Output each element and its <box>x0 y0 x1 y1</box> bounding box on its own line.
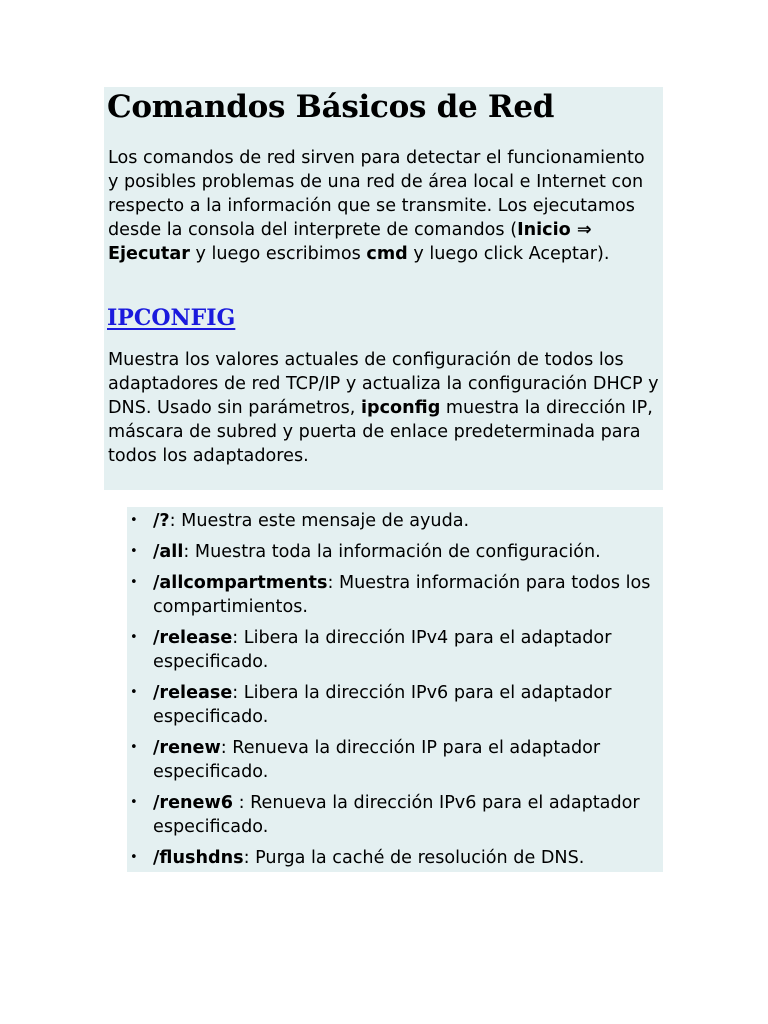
bullet-icon: • <box>130 513 138 528</box>
list-item <box>130 571 660 619</box>
list-item <box>130 736 660 784</box>
option-command: /release <box>153 683 233 703</box>
ipconfig-heading-link[interactable]: IPCONFIG <box>107 305 236 331</box>
option-command: /all <box>153 542 184 562</box>
option-command: /allcompartments <box>153 573 328 593</box>
option-command: /release <box>153 628 233 648</box>
option-description: : Muestra información para todos los compartimientos. <box>153 573 651 617</box>
description-bold-ipconfig: ipconfig <box>361 398 441 418</box>
description-text-1: Muestra los valores actuales de configuración de todos los adaptadores de red TCP/IP y actualiza la configuración DHCP y DNS. Usado sin parámetros, <box>108 350 659 418</box>
page-title: Comandos Básicos de Red <box>107 89 555 125</box>
option-description: : Muestra este mensaje de ayuda. <box>169 511 470 531</box>
description-text-2: muestra la dirección IP, máscara de subred y puerta de enlace predeterminada para todos los adaptadores. <box>108 398 653 466</box>
intro-bold-menu-path: Inicio ⇒ Ejecutar <box>108 220 592 264</box>
bullet-icon: • <box>130 740 138 755</box>
option-description: : Renueva la dirección IP para el adaptador especificado. <box>153 738 601 782</box>
option-description: : Libera la dirección IPv6 para el adaptador especificado. <box>153 683 612 727</box>
list-item <box>130 509 660 533</box>
bullet-icon: • <box>130 850 138 865</box>
intro-text-2: y luego escribimos <box>189 244 367 264</box>
bullet-icon: • <box>130 544 138 559</box>
bullet-icon: • <box>130 685 138 700</box>
list-item <box>130 681 660 729</box>
list-item <box>130 791 660 839</box>
bullet-icon: • <box>130 630 138 645</box>
option-description: : Muestra toda la información de configuración. <box>183 542 601 562</box>
list-item <box>130 626 660 674</box>
options-list <box>130 509 660 877</box>
bullet-icon: • <box>130 575 138 590</box>
option-command: /flushdns <box>153 848 244 868</box>
option-command: /renew <box>153 738 221 758</box>
bullet-icon: • <box>130 795 138 810</box>
intro-bold-cmd: cmd <box>366 244 408 264</box>
option-command: /? <box>153 511 170 531</box>
ipconfig-description <box>108 348 660 468</box>
intro-paragraph <box>108 146 660 266</box>
option-description: : Purga la caché de resolución de DNS. <box>243 848 585 868</box>
list-item <box>130 540 660 564</box>
option-command: /renew6 <box>153 793 233 813</box>
option-description: : Libera la dirección IPv4 para el adaptador especificado. <box>153 628 612 672</box>
list-item <box>130 846 660 870</box>
option-description: : Renueva la dirección IPv6 para el adaptador especificado. <box>153 793 640 837</box>
intro-text-1: Los comandos de red sirven para detectar el funcionamiento y posibles problemas de una red de área local e Internet con respecto a la información que se transmite. Los ejecutamos desde la consola del interprete de comandos ( <box>108 148 645 240</box>
intro-text-3: y luego click Aceptar). <box>407 244 610 264</box>
